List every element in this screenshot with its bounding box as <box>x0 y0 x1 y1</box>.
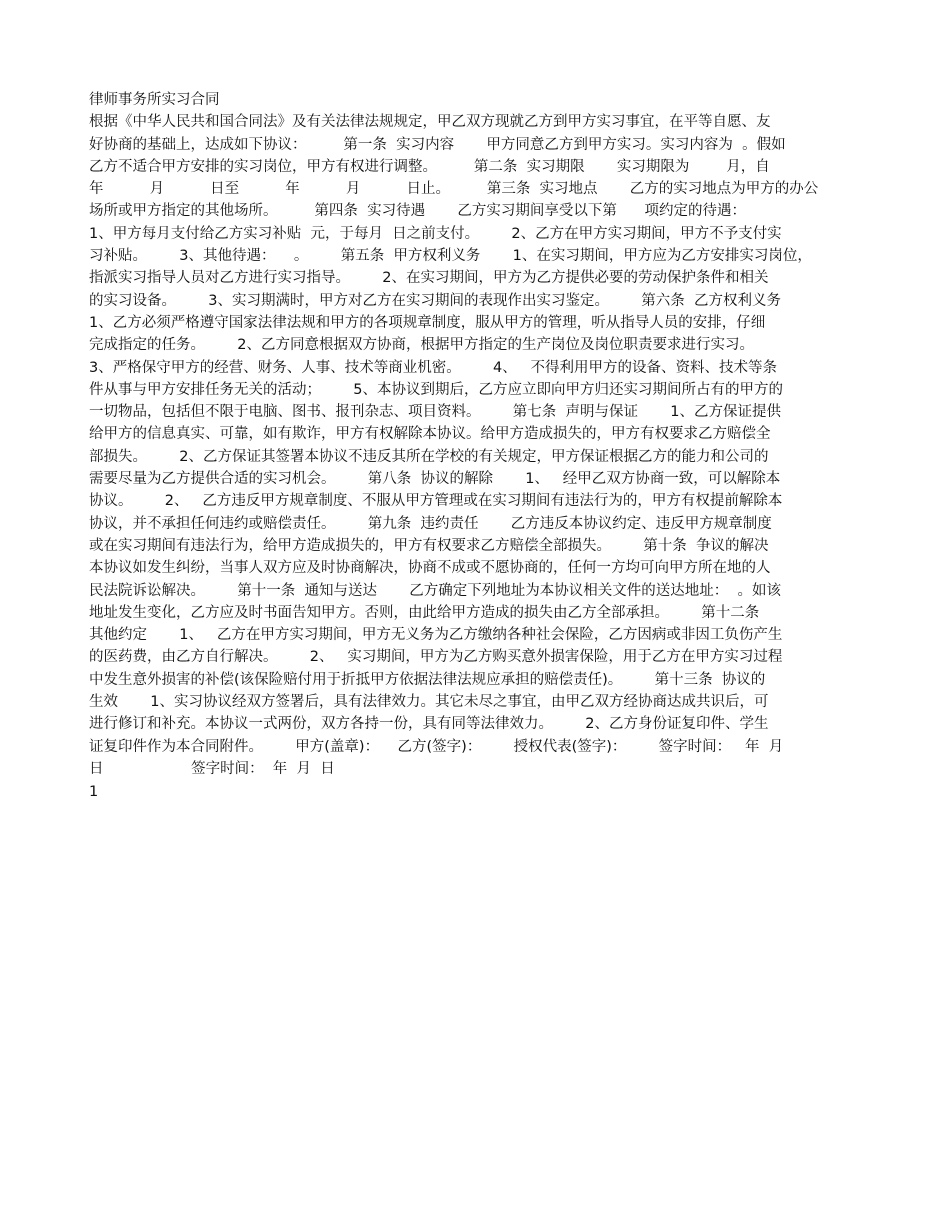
body-line: 生效 1、实习协议经双方签署后，具有法律效力。其它未尽之事宜，由甲乙双方经协商达成共识后，可 <box>89 694 769 711</box>
body-line: 1、乙方必须严格遵守国家法律法规和甲方的各项规章制度，服从甲方的管理，听从指导人员的安排，仔细 <box>89 314 766 331</box>
body-line: 1、甲方每月支付给乙方实习补贴 元，于每月 日之前支付。 2、乙方在甲方实习期间，甲方不予支付实 <box>89 225 782 242</box>
body-line: 协议。 2、 乙方违反甲方规章制度、不服从甲方管理或在实习期间有违法行为的，甲方有权提前解除本 <box>89 493 783 510</box>
body-line: 3、严格保守甲方的经营、财务、人事、技术等商业机密。 4、 不得利用甲方的设备、资料、技术等条 <box>89 359 778 376</box>
body-line: 好协商的基础上，达成如下协议： 第一条 实习内容 甲方同意乙方到甲方实习。实习内容为 。假如 <box>89 136 786 153</box>
body-line: 的医药费，由乙方自行解决。 2、 实习期间，甲方为乙方购买意外损害保险，用于乙方在甲方实习过程 <box>89 649 783 666</box>
body-line: 乙方不适合甲方安排的实习岗位，甲方有权进行调整。 第二条 实习期限 实习期限为 月，自 <box>89 158 770 175</box>
page-number: 1 <box>89 784 99 800</box>
body-line: 证复印件作为本合同附件。 甲方(盖章)： 乙方(签字)： 授权代表(签字)： 签字时间： 年 月 <box>89 738 784 755</box>
body-line: 进行修订和补充。本协议一式两份，双方各持一份，具有同等法律效力。 2、乙方身份证复印件、学生 <box>89 716 769 733</box>
body-line: 的实习设备。 3、实习期满时，甲方对乙方在实习期间的表现作出实习鉴定。 第六条 乙方权利义务 <box>89 292 781 309</box>
body-line: 件从事与甲方安排任务无关的活动； 5、本协议到期后，乙方应立即向甲方归还实习期间所占有的甲方的 <box>89 381 783 398</box>
body-line: 一切物品，包括但不限于电脑、图书、报刊杂志、项目资料。 第七条 声明与保证 1、乙方保证提供 <box>89 404 781 421</box>
body-line: 民法院诉讼解决。 第十一条 通知与送达 乙方确定下列地址为本协议相关文件的送达地址： 。如该 <box>89 582 781 599</box>
body-line: 部损失。 2、乙方保证其签署本协议不违反其所在学校的有关规定，甲方保证根据乙方的能力和公司的 <box>89 448 769 465</box>
body-line: 给甲方的信息真实、可靠，如有欺诈，甲方有权解除本协议。给甲方造成损失的，甲方有权要求乙方赔偿全 <box>89 426 771 443</box>
body-line: 根据《中华人民共和国合同法》及有关法律法规规定，甲乙双方现就乙方到甲方实习事宜，在平等自愿、友 <box>89 114 771 131</box>
body-line: 中发生意外损害的补偿(该保险赔付用于折抵甲方依据法律法规应承担的赔偿责任)。 第十三条 协议的 <box>89 671 766 688</box>
body-line: 其他约定 1、 乙方在甲方实习期间，甲方无义务为乙方缴纳各种社会保险，乙方因病或非因工负伤产生 <box>89 627 783 644</box>
body-line: 习补贴。 3、其他待遇： 。 第五条 甲方权利义务 1、在实习期间，甲方应为乙方安排实习岗位， <box>89 248 812 265</box>
document-body <box>89 111 867 780</box>
body-line: 地址发生变化，乙方应及时书面告知甲方。否则，由此给甲方造成的损失由乙方全部承担。 第十二条 <box>89 604 760 621</box>
body-line: 完成指定的任务。 2、乙方同意根据双方协商，根据甲方指定的生产岗位及岗位职责要求进行实习。 <box>89 337 754 354</box>
body-line: 日 签字时间： 年 月 日 <box>89 760 335 777</box>
body-line: 或在实习期间有违法行为，给甲方造成损失的，甲方有权要求乙方赔偿全部损失。 第十条 争议的解决 <box>89 537 769 554</box>
body-line: 场所或甲方指定的其他场所。 第四条 实习待遇 乙方实习期间享受以下第 项约定的待遇： <box>89 203 747 220</box>
document-page <box>89 89 867 780</box>
body-line: 年 月 日至 年 月 日止。 第三条 实习地点 乙方的实习地点为甲方的办公 <box>89 181 819 198</box>
body-line: 本协议如发生纠纷，当事人双方应及时协商解决，协商不成或不愿协商的，任何一方均可向甲方所在地的人 <box>89 560 771 577</box>
body-line: 需要尽量为乙方提供合适的实习机会。 第八条 协议的解除 1、 经甲乙双方协商一致，可以解除本 <box>89 471 781 488</box>
document-title: 律师事务所实习合同 <box>89 92 220 108</box>
body-line: 协议，并不承担任何违约或赔偿责任。 第九条 违约责任 乙方违反本协议约定、违反甲方规章制度 <box>89 515 772 532</box>
body-line: 指派实习指导人员对乙方进行实习指导。 2、在实习期间，甲方为乙方提供必要的劳动保护条件和相关 <box>89 270 769 287</box>
